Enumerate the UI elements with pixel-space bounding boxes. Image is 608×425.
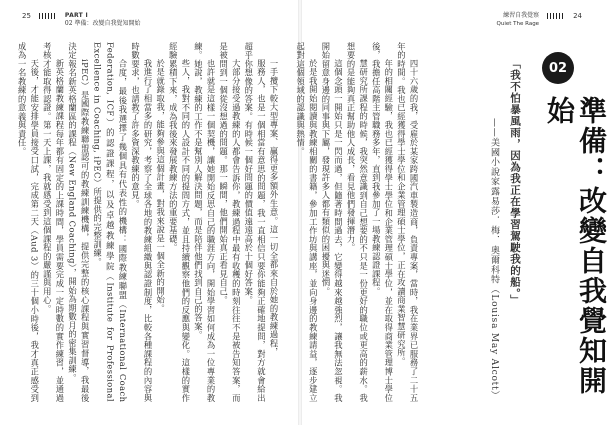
- body-paragraph: 合度，最後我選擇了幾個具有代表性的機構：國際教練聯盟（International Coach Federation, ICF）的認證課程，以及卓越教練學院（Institute for Professional Excellence in Coaching, iPEC）所提供的完整訓練。: [92, 42, 128, 402]
- right-running-header: [497, 12, 582, 28]
- body-paragraph: 於是就錄取我，能夠參與這個計畫，對我來說是一個全新的開始。: [155, 58, 166, 313]
- body-paragraph: iPEC）是國際教練聯盟認可的教練訓練機構，提供完整的核心課程與實習督導，我最後決定報名新英格蘭區的課程（New England Coaching），開始為期數月的密集訓練。: [67, 42, 91, 402]
- body-paragraph: 年的相關經驗，我也已經獲得學士學位和企業管理碩士學位，並在取得商業管理博士學位後，我擔任高階主管職務多年，直到我參加了一場教練認證課程。: [371, 42, 394, 402]
- right-page: [295, 0, 608, 425]
- body-paragraph: 慧研究所課程的時候，我突然意識到自己想要的不只是一份更好的職位或更高的薪水。我想要的是能夠真正幫助他人成長，看見他們發揮潛力。: [346, 42, 369, 402]
- chapter-title: 準備：改變自我覺知開始: [543, 96, 608, 396]
- right-page-number: 24: [573, 12, 582, 20]
- book-title: 練習自我覺察: [503, 12, 540, 19]
- left-running-header: [22, 12, 140, 28]
- header-ornament-icon: [547, 13, 565, 19]
- header-ornament-icon: [39, 13, 57, 19]
- left-body-text: [18, 42, 280, 402]
- body-paragraph: 也許就是這樣一個契機，讓她開始反思自己的職涯方向，開始學習如何成為一位專業的教練。她說，教練的工作不是幫別人解決問題，而是陪伴他們找到自己的答案。: [193, 42, 217, 402]
- part-label: PART I: [64, 12, 88, 19]
- body-paragraph: 些人，我對不同的人設計不同的提問方式，並且持續觀察他們的反應與變化。這樣的實作經驗累積下來，成為我後來發展教練方法的重要基礎。: [168, 42, 191, 402]
- right-body-text: [295, 42, 420, 402]
- body-paragraph: 這個念頭一開始只是一閃而過，但隨著時間過去，它變得越來越強烈，讓我無法忽視。我開始留意身邊的同事與下屬，發現許多人都有類似的困擾與迷惘。: [320, 42, 344, 402]
- left-page-number: 25: [22, 12, 31, 20]
- body-paragraph: 新英格蘭教練課程每年都有固定的上課時間，學員需要完成一定時數的實作練習，並通過考核才能取得認證。第一天上課，我就感受到這個課程的嚴謹與用心。: [42, 42, 65, 402]
- body-paragraph: 天後，才能安排學員接受口試，完成第二天（Aud 3）的三十個小時後，我才真正感受到成為一名教練的意義與責任。: [17, 42, 40, 402]
- left-page: [0, 0, 298, 425]
- body-paragraph: 四十六歲的我，受雇於某家跨國汽車製造商，負責專案，當時，我在業界已服務了二十五年的時間。我也已經獲得學士學位和企業管理碩士學位，正在攻讀商業智慧研究所。: [396, 42, 419, 402]
- body-paragraph: 大部分接受過教練的人都會告訴你，教練過程中最有收穫的時刻往往不是被告知答案，而是被問到一個從沒想過的問題。那一瞬間，他們開始真正看見自己。: [218, 42, 242, 402]
- epigraph-attribution: ——美國小說家露易莎．梅．奧爾科特（Louisa May Alcott）: [489, 118, 499, 401]
- body-paragraph: 於是我開始閱讀與教練相關的書籍，參加工作坊與講座，並向身邊的教練請益，逐步建立起對這個領域的認識與熱情。: [295, 42, 319, 402]
- epigraph-quote: 「我不怕暴風雨，因為我正在學習駕駛我的船。」: [509, 58, 521, 306]
- body-paragraph: 服務人，也是一個相當有意思的問題，我一直相信只要你能夠正確地提問，對方就會給出超乎你想像的答案。有時候一個好問題的價值遠遠高於十個好答案。: [243, 42, 267, 402]
- chapter-reference: 02 準備：改變自我覺知開始: [64, 20, 141, 27]
- book-subtitle: Quiet The Rage: [496, 21, 540, 27]
- body-paragraph: 我進行了相當多的研究，考察了全球各地的教練組織與認證制度，比較各種課程的內容與時數要求，也請教了許多資深教練的意見。: [130, 42, 154, 402]
- chapter-number-badge: 02: [542, 52, 574, 84]
- body-paragraph: 一手攬下較大型專案、贏得更多額外生意。這一切全都來自於她的教練過程，: [269, 58, 279, 357]
